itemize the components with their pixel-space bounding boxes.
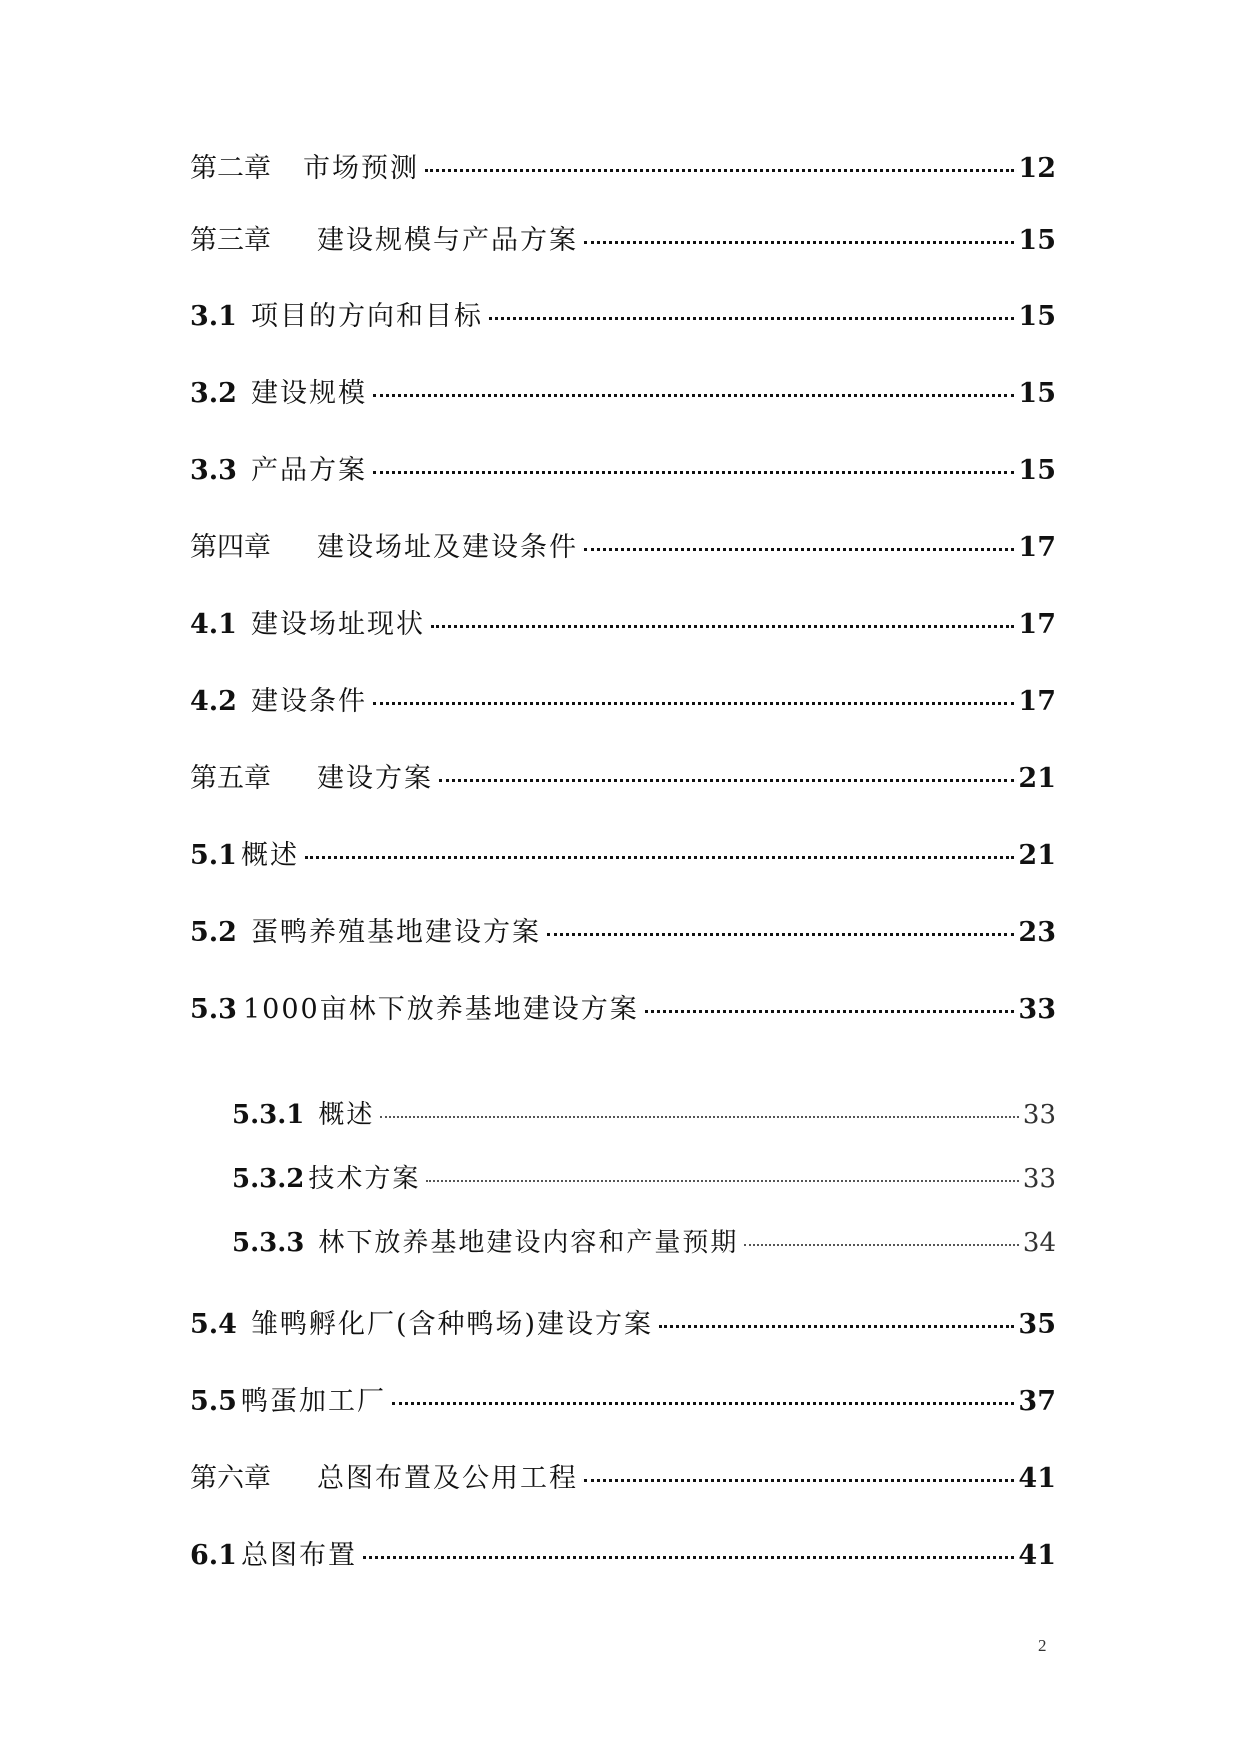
- toc-entry-page: 12: [1018, 153, 1056, 184]
- toc-entry-chapter-3[interactable]: [190, 218, 1056, 258]
- toc-entry-page: 17: [1018, 532, 1056, 563]
- toc-entry-title: 雏鸭孵化厂(含种鸭场)建设方案: [250, 1309, 654, 1340]
- toc-entry-number: 5.5: [190, 1386, 237, 1417]
- toc-entry-page: 41: [1018, 1463, 1056, 1494]
- dot-leader: [645, 1010, 1015, 1013]
- page-number: 2: [1038, 1636, 1047, 1655]
- toc-entry-number: 4.1: [190, 609, 237, 640]
- toc-entry-number: 5.4: [190, 1309, 237, 1340]
- toc-entry-number: 3.2: [190, 378, 237, 409]
- toc-entry-number: 6.1: [190, 1540, 237, 1571]
- toc-entry-number: 3.3: [190, 455, 237, 486]
- dot-leader: [305, 856, 1014, 859]
- toc-entry-page: 21: [1018, 763, 1056, 794]
- toc-entry-title: 建设条件: [250, 686, 367, 717]
- toc-entry-chapter-6[interactable]: [190, 1456, 1056, 1496]
- toc-entry-title: 林下放养基地建设内容和产量预期: [318, 1228, 739, 1258]
- toc-entry-number: 5.2: [190, 917, 237, 948]
- toc-entry-5-2[interactable]: [190, 910, 1056, 950]
- toc-entry-page: 41: [1018, 1540, 1056, 1571]
- dot-leader: [439, 779, 1014, 782]
- toc-entry-number: 第二章: [190, 153, 271, 184]
- toc-entry-title: 鸭蛋加工厂: [240, 1386, 386, 1417]
- toc-entry-title: 建设场址及建设条件: [317, 532, 578, 563]
- toc-entry-number: 5.3: [190, 994, 237, 1025]
- toc-entry-title: 市场预测: [303, 153, 419, 184]
- toc-entry-4-1[interactable]: [190, 602, 1056, 642]
- toc-entry-5-5[interactable]: [190, 1379, 1056, 1419]
- toc-entry-page: 23: [1018, 917, 1056, 948]
- toc-entry-page: 17: [1018, 686, 1056, 717]
- toc-entry-3-3[interactable]: [190, 448, 1056, 488]
- toc-entry-title: 建设场址现状: [250, 609, 425, 640]
- dot-leader: [584, 548, 1014, 551]
- dot-leader: [380, 1116, 1019, 1118]
- toc-entry-chapter-2[interactable]: [190, 146, 1056, 186]
- toc-entry-title: 产品方案: [250, 455, 367, 486]
- toc-entry-3-2[interactable]: [190, 371, 1056, 411]
- toc-entry-number: 第六章: [190, 1463, 271, 1494]
- toc-entry-number: 5.3.1: [232, 1100, 305, 1130]
- dot-leader: [547, 933, 1014, 936]
- dot-leader: [431, 625, 1014, 628]
- dot-leader: [584, 241, 1014, 244]
- toc-entry-5-3-1[interactable]: [232, 1094, 1056, 1134]
- dot-leader: [489, 317, 1014, 320]
- toc-entry-title: 蛋鸭养殖基地建设方案: [250, 917, 541, 948]
- dot-leader: [425, 169, 1014, 172]
- toc-entry-number: 3.1: [190, 301, 237, 332]
- toc-entry-chapter-4[interactable]: [190, 525, 1056, 565]
- toc-entry-page: 35: [1018, 1309, 1056, 1340]
- toc-entry-number: 4.2: [190, 686, 237, 717]
- toc-entry-title: 总图布置及公用工程: [317, 1463, 578, 1494]
- toc-entry-page: 37: [1018, 1386, 1056, 1417]
- toc-entry-page: 15: [1018, 455, 1056, 486]
- dot-leader: [363, 1556, 1014, 1559]
- toc-entry-title: 建设规模: [250, 378, 367, 409]
- toc-entry-title: 技术方案: [308, 1164, 421, 1194]
- toc-entry-number: 5.1: [190, 840, 237, 871]
- toc-entry-3-1[interactable]: [190, 294, 1056, 334]
- toc-entry-page: 33: [1022, 1100, 1056, 1130]
- toc-entry-page: 15: [1018, 378, 1056, 409]
- toc-entry-page: 17: [1018, 609, 1056, 640]
- toc-entry-6-1[interactable]: [190, 1533, 1056, 1573]
- dot-leader: [373, 394, 1014, 397]
- dot-leader: [744, 1244, 1019, 1246]
- toc-entry-number: 第五章: [190, 763, 271, 794]
- toc-entry-number: 第三章: [190, 225, 271, 256]
- dot-leader: [392, 1402, 1014, 1405]
- toc-entry-page: 15: [1018, 301, 1056, 332]
- dot-leader: [373, 471, 1014, 474]
- toc-entry-title: 建设方案: [317, 763, 433, 794]
- toc-entry-title: 总图布置: [240, 1540, 357, 1571]
- toc-entry-number: 5.3.2: [232, 1164, 305, 1194]
- toc-entry-title: 项目的方向和目标: [250, 301, 483, 332]
- dot-leader: [373, 702, 1014, 705]
- toc-entry-4-2[interactable]: [190, 679, 1056, 719]
- toc-entry-title: 概述: [240, 840, 299, 871]
- toc-entry-page: 33: [1022, 1164, 1056, 1194]
- toc-entry-title: 建设规模与产品方案: [317, 225, 578, 256]
- toc-entry-chapter-5[interactable]: [190, 756, 1056, 796]
- toc-entry-5-3[interactable]: [190, 987, 1056, 1027]
- dot-leader: [584, 1479, 1014, 1482]
- toc-entry-number: 第四章: [190, 532, 271, 563]
- toc-entry-5-3-3[interactable]: [232, 1222, 1056, 1262]
- toc-entry-number: 5.3.3: [232, 1228, 305, 1258]
- toc-entry-title: 1000亩林下放养基地建设方案: [242, 994, 639, 1025]
- toc-entry-page: 15: [1018, 225, 1056, 256]
- toc-entry-page: 21: [1018, 840, 1056, 871]
- dot-leader: [659, 1325, 1014, 1328]
- toc-entry-5-3-2[interactable]: [232, 1158, 1056, 1198]
- toc-entry-title: 概述: [318, 1100, 375, 1130]
- dot-leader: [426, 1180, 1019, 1182]
- toc-entry-page: 33: [1018, 994, 1056, 1025]
- toc-entry-page: 34: [1022, 1228, 1056, 1258]
- toc-entry-5-1[interactable]: [190, 833, 1056, 873]
- toc-entry-5-4[interactable]: [190, 1302, 1056, 1342]
